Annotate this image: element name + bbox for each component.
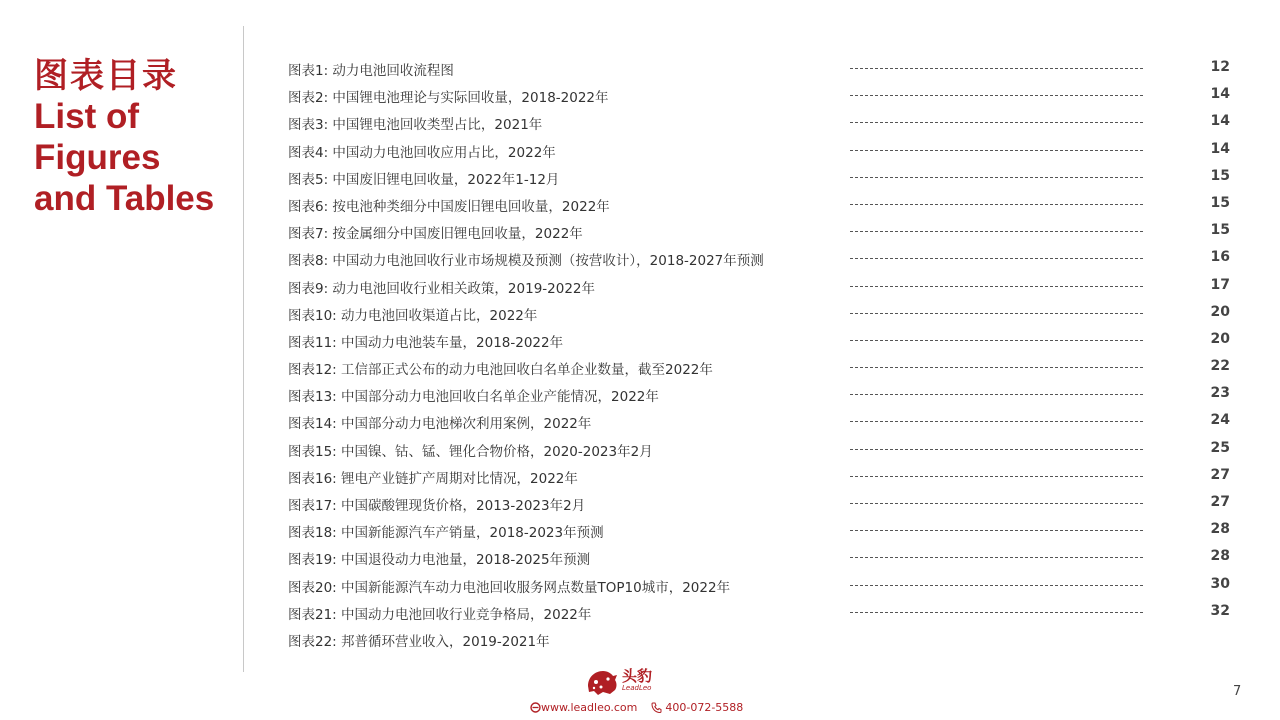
toc-leader-dashes bbox=[850, 421, 1143, 422]
phone-text: 400-072-5588 bbox=[665, 701, 744, 714]
toc-entry-label: 图表7: 按金属细分中国废旧锂电回收量，2022年 bbox=[288, 226, 583, 243]
phone-link[interactable] bbox=[651, 701, 743, 714]
toc-entry-label: 图表11: 中国动力电池装车量，2018-2022年 bbox=[288, 334, 564, 351]
toc-entry-label: 图表5: 中国废旧锂电回收量，2022年1-12月 bbox=[288, 171, 560, 188]
toc-entry-label: 图表6: 按电池种类细分中国废旧锂电回收量，2022年 bbox=[288, 198, 610, 215]
toc-row[interactable] bbox=[288, 109, 1230, 136]
toc-page-number: 12 bbox=[1210, 59, 1230, 75]
toc-page-number: 17 bbox=[1210, 276, 1230, 293]
toc-entry-label: 图表8: 中国动力电池回收行业市场规模及预测（按营收计），2018-2027年预测 bbox=[288, 253, 764, 270]
toc-row[interactable] bbox=[288, 55, 1230, 82]
toc-row[interactable] bbox=[288, 436, 1230, 463]
toc-page-number: 27 bbox=[1210, 466, 1230, 483]
toc-row[interactable] bbox=[288, 381, 1230, 408]
table-of-contents bbox=[288, 55, 1230, 653]
toc-entry-label: 图表19: 中国退役动力电池量，2018-2025年预测 bbox=[288, 552, 591, 569]
toc-page-number: 20 bbox=[1210, 330, 1230, 347]
toc-row[interactable] bbox=[288, 517, 1230, 544]
toc-page-number: 16 bbox=[1210, 249, 1230, 266]
toc-row[interactable] bbox=[288, 137, 1230, 164]
toc-row[interactable] bbox=[288, 490, 1230, 517]
toc-page-number: 24 bbox=[1210, 412, 1230, 429]
toc-entry-label: 图表13: 中国部分动力电池回收白名单企业产能情况，2022年 bbox=[288, 389, 659, 406]
toc-page-number: 15 bbox=[1210, 167, 1230, 184]
toc-leader-dashes bbox=[850, 585, 1143, 586]
toc-leader-dashes bbox=[850, 557, 1143, 558]
toc-entry-label: 图表1: 动力电池回收流程图 bbox=[288, 63, 454, 79]
toc-entry-label: 图表20: 中国新能源汽车动力电池回收服务网点数量TOP10城市，2022年 bbox=[288, 579, 731, 596]
toc-leader-dashes bbox=[850, 530, 1143, 531]
page-title bbox=[34, 56, 214, 219]
website-link[interactable] bbox=[530, 701, 637, 714]
toc-entry-label: 图表9: 动力电池回收行业相关政策，2019-2022年 bbox=[288, 280, 596, 297]
toc-page-number: 14 bbox=[1210, 140, 1230, 157]
toc-row[interactable] bbox=[288, 408, 1230, 435]
toc-row[interactable] bbox=[288, 572, 1230, 599]
toc-leader-dashes bbox=[850, 95, 1143, 96]
toc-leader-dashes bbox=[850, 122, 1143, 123]
toc-leader-dashes bbox=[850, 340, 1143, 341]
toc-page-number: 27 bbox=[1210, 494, 1230, 510]
toc-entry-label: 图表2: 中国锂电池理论与实际回收量，2018-2022年 bbox=[288, 90, 609, 107]
leopard-logo-icon bbox=[586, 668, 618, 696]
toc-row[interactable] bbox=[288, 354, 1230, 381]
toc-row[interactable] bbox=[288, 218, 1230, 245]
footer-contact bbox=[530, 701, 743, 714]
toc-leader-dashes bbox=[850, 476, 1143, 477]
toc-leader-dashes bbox=[850, 503, 1143, 504]
toc-leader-dashes bbox=[850, 313, 1143, 314]
toc-leader-dashes bbox=[850, 258, 1143, 259]
toc-page-number: 23 bbox=[1210, 385, 1230, 402]
slide-page-number: 7 bbox=[1233, 684, 1242, 699]
logo-text-chinese: 头豹 bbox=[622, 667, 653, 685]
toc-page-number: 30 bbox=[1210, 575, 1230, 592]
toc-row[interactable] bbox=[288, 463, 1230, 490]
logo-text-english: LeadLeo bbox=[622, 684, 652, 692]
phone-icon bbox=[651, 702, 662, 713]
toc-row[interactable] bbox=[288, 599, 1230, 626]
toc-entry-label: 图表3: 中国锂电池回收类型占比，2021年 bbox=[288, 117, 543, 134]
toc-entry-label: 图表12: 工信部正式公布的动力电池回收白名单企业数量，截至2022年 bbox=[288, 362, 713, 379]
toc-entry-label: 图表15: 中国镍、钴、锰、锂化合物价格，2020-2023年2月 bbox=[288, 443, 653, 460]
toc-leader-dashes bbox=[850, 612, 1143, 613]
vertical-divider bbox=[243, 26, 244, 672]
toc-entry-label: 图表16: 锂电产业链扩产周期对比情况，2022年 bbox=[288, 470, 578, 487]
leadleo-logo bbox=[586, 668, 652, 696]
toc-row[interactable] bbox=[288, 327, 1230, 354]
toc-row[interactable] bbox=[288, 273, 1230, 300]
toc-row[interactable] bbox=[288, 245, 1230, 272]
toc-row[interactable] bbox=[288, 300, 1230, 327]
toc-page-number: 22 bbox=[1210, 358, 1230, 375]
toc-page-number: 14 bbox=[1210, 86, 1230, 103]
title-chinese: 图表目录 bbox=[34, 56, 178, 96]
toc-leader-dashes bbox=[850, 449, 1143, 450]
toc-row[interactable] bbox=[288, 191, 1230, 218]
website-text: www.leadleo.com bbox=[541, 701, 638, 714]
title-english-line-2: Figures bbox=[34, 138, 161, 177]
title-english-line-1: List of bbox=[34, 97, 139, 136]
toc-entry-label: 图表21: 中国动力电池回收行业竞争格局，2022年 bbox=[288, 606, 592, 623]
toc-page-number: 15 bbox=[1210, 222, 1230, 239]
toc-entry-label: 图表14: 中国部分动力电池梯次利用案例，2022年 bbox=[288, 416, 592, 433]
toc-leader-dashes bbox=[850, 231, 1143, 232]
toc-row[interactable] bbox=[288, 164, 1230, 191]
toc-entry-label: 图表22: 邦普循环营业收入，2019-2021年 bbox=[288, 633, 550, 650]
toc-row[interactable] bbox=[288, 544, 1230, 571]
toc-row[interactable] bbox=[288, 626, 1230, 653]
toc-leader-dashes bbox=[850, 204, 1143, 205]
toc-page-number: 20 bbox=[1210, 303, 1230, 320]
toc-row[interactable] bbox=[288, 82, 1230, 109]
toc-entry-label: 图表4: 中国动力电池回收应用占比，2022年 bbox=[288, 144, 556, 161]
toc-entry-label: 图表18: 中国新能源汽车产销量，2018-2023年预测 bbox=[288, 525, 604, 542]
toc-leader-dashes bbox=[850, 177, 1143, 178]
toc-page-number: 32 bbox=[1210, 602, 1230, 619]
toc-page-number: 15 bbox=[1210, 194, 1230, 211]
toc-leader-dashes bbox=[850, 394, 1143, 395]
toc-leader-dashes bbox=[850, 367, 1143, 368]
toc-leader-dashes bbox=[850, 150, 1143, 151]
toc-page-number: 28 bbox=[1210, 548, 1230, 565]
toc-page-number: 28 bbox=[1210, 521, 1230, 538]
toc-leader-dashes bbox=[850, 68, 1143, 69]
toc-leader-dashes bbox=[850, 286, 1143, 287]
web-e-icon bbox=[530, 702, 541, 713]
toc-entry-label: 图表10: 动力电池回收渠道占比，2022年 bbox=[288, 307, 538, 324]
toc-entry-label: 图表17: 中国碳酸锂现货价格，2013-2023年2月 bbox=[288, 498, 586, 514]
toc-page-number: 14 bbox=[1210, 113, 1230, 130]
toc-page-number: 25 bbox=[1210, 439, 1230, 456]
title-english-line-3: and Tables bbox=[34, 179, 215, 218]
